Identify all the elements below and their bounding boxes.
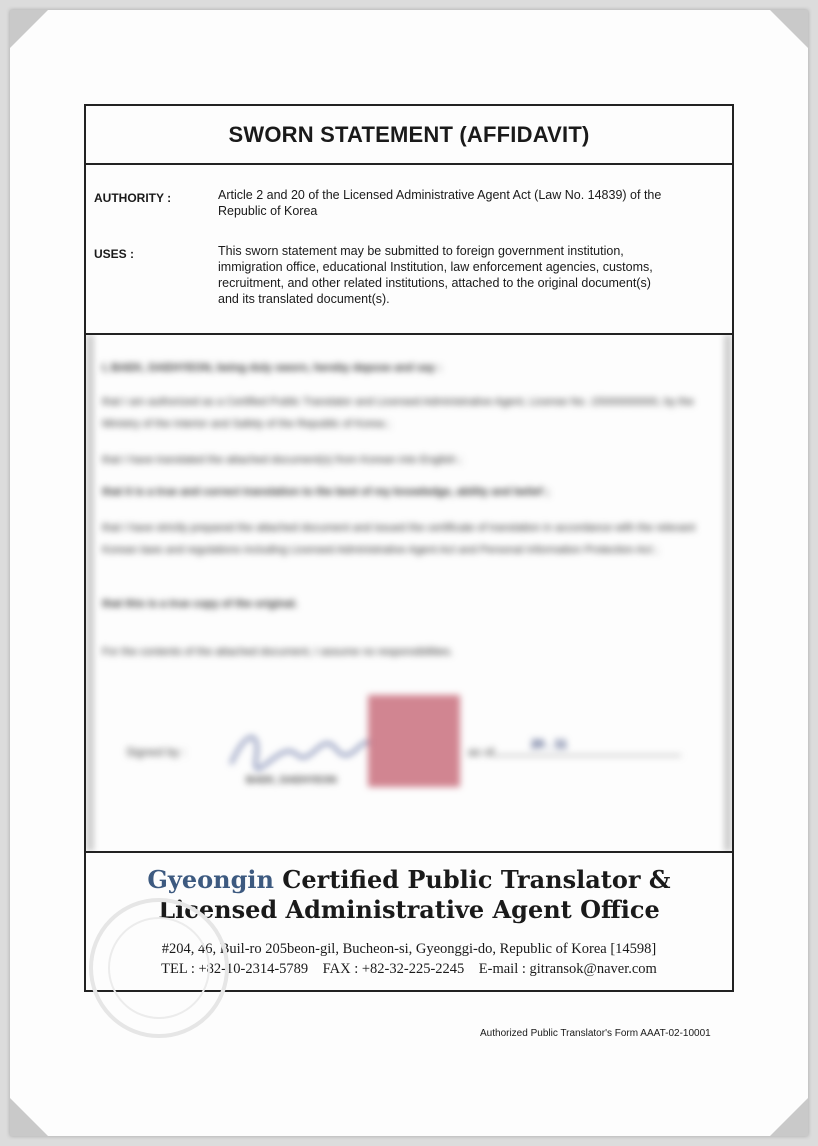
- sworn-statement-section: [86, 335, 732, 853]
- uses-line: This sworn statement may be submitted to foreign government institution,: [218, 244, 624, 258]
- office-name-rest: Certified Public Translator &: [282, 865, 671, 894]
- uses-label: USES :: [94, 247, 135, 261]
- office-phone-fax-email: TEL : +82-10-2314-5789 FAX : +82-32-225-2245 E-mail : gitransok@naver.com: [161, 961, 657, 977]
- title-row: [86, 106, 732, 165]
- embossed-seal-icon: [84, 893, 234, 1043]
- signed-by-label: Signed by :: [126, 745, 187, 759]
- blur-edge: [86, 335, 94, 851]
- date-line: [491, 755, 681, 756]
- office-name-line2: Licensed Administrative Agent Office: [158, 895, 660, 924]
- statement-paragraph: For the contents of the attached document, I assume no responsibilities.: [102, 646, 453, 658]
- authority-label: AUTHORITY :: [94, 191, 172, 205]
- official-seal-stamp: [368, 695, 460, 787]
- statement-paragraph: that I have translated the attached document(s) from Korean into English ;: [102, 454, 463, 466]
- authority-line: Republic of Korea: [218, 204, 318, 218]
- office-footer: [86, 853, 732, 988]
- authority-row: [94, 187, 722, 219]
- uses-line: and its translated document(s).: [218, 292, 390, 306]
- page-corner: [770, 10, 808, 48]
- signature-date: 20 . 11: [531, 737, 568, 751]
- page-corner: [770, 1098, 808, 1136]
- blur-edge: [724, 335, 732, 851]
- signature-image: [226, 719, 376, 779]
- uses-text: [218, 243, 722, 307]
- page-corner: [10, 1098, 48, 1136]
- blurred-statement: [86, 335, 732, 851]
- document-title: SWORN STATEMENT (AFFIDAVIT): [228, 121, 590, 147]
- uses-line: immigration office, educational Institution, law enforcement agencies, customs,: [218, 260, 653, 274]
- authority-text: [218, 187, 722, 219]
- affidavit-frame: [84, 104, 734, 992]
- form-number: Authorized Public Translator's Form AAAT-02-10001: [480, 1028, 711, 1039]
- statement-paragraph: that I have strictly prepared the attached document and issued the certificate of translation in accordance with the relevant Korean laws and regulations including Licensed Administrative Agent Act and Personal Information Protection Act ;: [102, 522, 696, 556]
- office-name-accent: Gyeongin: [147, 865, 274, 894]
- as-of-label: as of: [468, 745, 495, 759]
- info-section: [86, 165, 732, 335]
- authority-line: Article 2 and 20 of the Licensed Administrative Agent Act (Law No. 14839) of the: [218, 188, 662, 202]
- page-corner: [10, 10, 48, 48]
- statement-paragraph: that it is a true and correct translation to the best of my knowledge, ability and belief ;: [102, 486, 550, 498]
- office-address: #204, 46, Buil-ro 205beon-gil, Bucheon-si, Gyeonggi-do, Republic of Korea [14598]: [161, 941, 657, 957]
- statement-intro: I, BAEK, DAEHYEON, being duly sworn, hereby depose and say :: [102, 362, 442, 374]
- uses-line: recruitment, and other related institutions, attached to the original document(s): [218, 276, 651, 290]
- uses-row: [94, 243, 722, 307]
- signer-name: BAEK, DAEHYEON: [246, 775, 337, 786]
- statement-paragraph: that I am authorized as a Certified Public Translator and Licensed Administrative Agent, License No. 15000000000, by the Ministry of the Interior and Safety of the Republic of Korea ;: [102, 396, 694, 430]
- statement-paragraph: that this is a true copy of the original.: [102, 598, 298, 610]
